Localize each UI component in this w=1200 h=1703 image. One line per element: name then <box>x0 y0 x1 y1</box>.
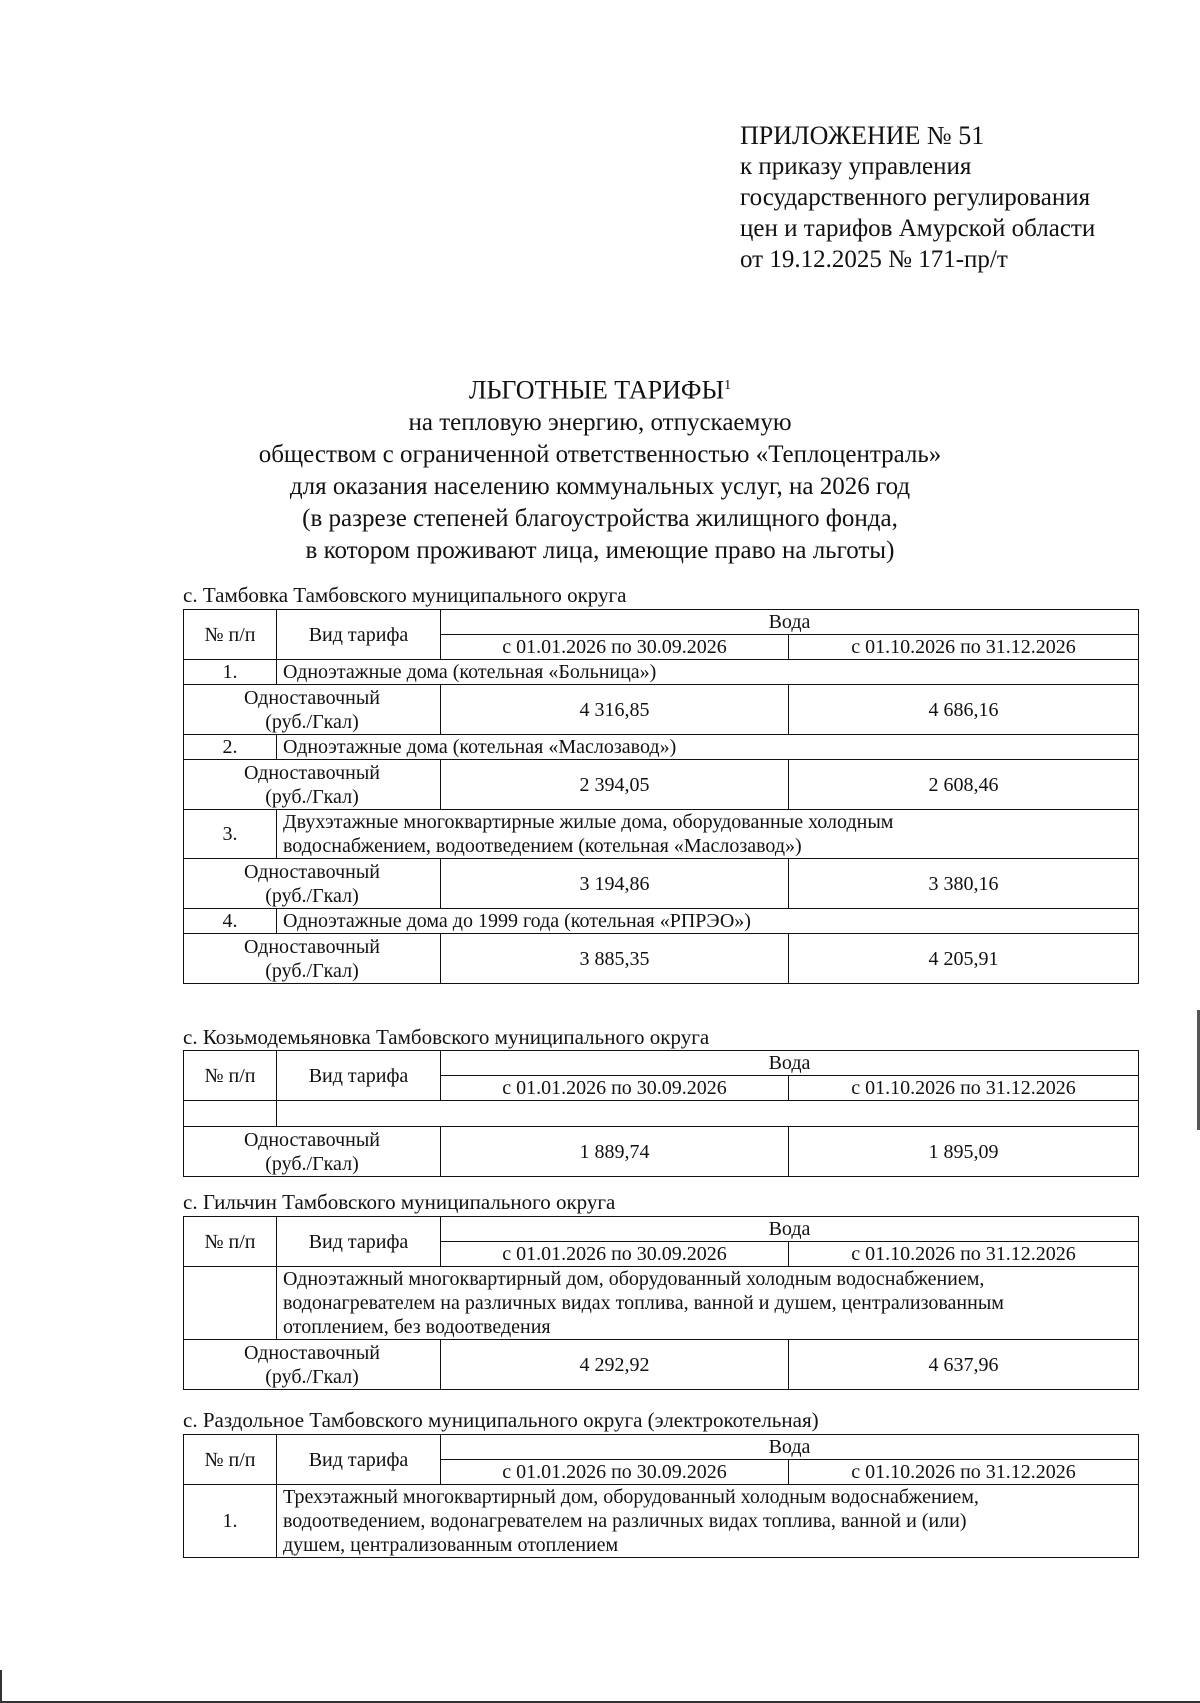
tariff-name-line: Одноставочный <box>244 860 380 883</box>
tariff-name <box>184 859 441 909</box>
empty-cell <box>277 1101 1139 1127</box>
section-title: с. Гильчин Тамбовского муниципального округа <box>183 1190 616 1214</box>
row-desc-line: Одноэтажный многоквартирный дом, оборудованный холодным водоснабжением, <box>283 1268 985 1290</box>
row-desc-line: водоснабжением, водоотведением (котельная «Маслозавод») <box>283 835 802 857</box>
annex-title: ПРИЛОЖЕНИЕ № 51 <box>740 121 985 150</box>
table-row <box>184 660 1139 685</box>
header-period-1: с 01.01.2026 по 30.09.2026 <box>441 635 789 660</box>
header-period-2: с 01.10.2026 по 31.12.2026 <box>789 1076 1139 1101</box>
table-header-row <box>184 1435 1139 1460</box>
header-period-2: с 01.10.2026 по 31.12.2026 <box>789 1242 1139 1267</box>
value-period-2: 4 637,96 <box>789 1340 1139 1390</box>
tariff-unit: (руб./Гкал) <box>265 1365 359 1388</box>
value-period-1: 4 292,92 <box>441 1340 789 1390</box>
table-header-row <box>184 1217 1139 1242</box>
header-period-1: с 01.01.2026 по 30.09.2026 <box>441 1460 789 1485</box>
tariff-unit: (руб./Гкал) <box>265 884 359 907</box>
table-header-row <box>184 1051 1139 1076</box>
value-period-2: 3 380,16 <box>789 859 1139 909</box>
tariff-table-kozmodemyanovka <box>183 1050 1139 1177</box>
section-title: с. Раздольное Тамбовского муниципального округа (электрокотельная) <box>183 1408 819 1432</box>
row-desc <box>277 810 1139 859</box>
tariff-table-gilchin <box>183 1216 1139 1390</box>
header-num: № п/п <box>184 1435 277 1485</box>
table-row <box>184 760 1139 810</box>
annex-line: от 19.12.2025 № 171-пр/т <box>740 246 1008 273</box>
header-num: № п/п <box>184 1051 277 1101</box>
row-num: 1. <box>184 1485 277 1558</box>
title-line: в котором проживают лица, имеющие право на льготы) <box>305 536 895 564</box>
header-type: Вид тарифа <box>277 1435 441 1485</box>
value-period-1: 4 316,85 <box>441 685 789 735</box>
value-period-1: 1 889,74 <box>441 1127 789 1177</box>
row-desc: Одноэтажные дома (котельная «Больница») <box>277 660 1139 685</box>
table-row <box>184 1267 1139 1340</box>
annex-header <box>740 120 1095 275</box>
header-period-1: с 01.01.2026 по 30.09.2026 <box>441 1242 789 1267</box>
tariff-unit: (руб./Гкал) <box>265 959 359 982</box>
tariff-name <box>184 1340 441 1390</box>
value-period-1: 3 194,86 <box>441 859 789 909</box>
table-row <box>184 1101 1139 1127</box>
tariff-name <box>184 685 441 735</box>
header-type: Вид тарифа <box>277 1051 441 1101</box>
tariff-name-line: Одноставочный <box>244 1128 380 1151</box>
tariff-name <box>184 1127 441 1177</box>
header-water: Вода <box>441 1435 1139 1460</box>
document-title <box>0 370 1200 567</box>
value-period-1: 2 394,05 <box>441 760 789 810</box>
title-line: для оказания населению коммунальных услуг, на 2026 год <box>289 472 911 500</box>
tariff-table-tambovka <box>183 609 1139 984</box>
row-num: 2. <box>184 735 277 760</box>
row-desc: Одноэтажные дома до 1999 года (котельная «РПРЭО») <box>277 909 1139 934</box>
section-title: с. Козьмодемьяновка Тамбовского муниципального округа <box>183 1025 710 1049</box>
title-line: (в разрезе степеней благоустройства жилищного фонда, <box>302 504 898 532</box>
value-period-2: 1 895,09 <box>789 1127 1139 1177</box>
table-row <box>184 1485 1139 1558</box>
title-line: обществом с ограниченной ответственностью «Теплоцентраль» <box>258 440 942 468</box>
empty-cell <box>184 1267 277 1340</box>
value-period-2: 4 205,91 <box>789 934 1139 984</box>
table-header-row <box>184 610 1139 635</box>
tariff-name-line: Одноставочный <box>244 935 380 958</box>
header-type: Вид тарифа <box>277 610 441 660</box>
tariff-table-razdolnoe <box>183 1434 1139 1558</box>
scan-edge-left <box>0 1670 2 1703</box>
header-type: Вид тарифа <box>277 1217 441 1267</box>
table-row <box>184 909 1139 934</box>
row-desc-line: Двухэтажные многоквартирные жилые дома, оборудованные холодным <box>283 811 894 833</box>
table-row <box>184 934 1139 984</box>
row-desc-line: отоплением, без водоотведения <box>283 1316 551 1338</box>
section-title: с. Тамбовка Тамбовского муниципального округа <box>183 583 627 607</box>
row-desc-line: душем, централизованным отоплением <box>283 1534 619 1556</box>
row-num: 3. <box>184 810 277 859</box>
row-desc-line: водонагревателем на различных видах топлива, ванной и душем, централизованным <box>283 1292 1004 1314</box>
row-num: 1. <box>184 660 277 685</box>
tariff-name-line: Одноставочный <box>244 761 380 784</box>
row-desc-line: Трехэтажный многоквартирный дом, оборудованный холодным водоснабжением, <box>283 1486 979 1508</box>
tariff-name-line: Одноставочный <box>244 1341 380 1364</box>
row-desc-line: водоотведением, водонагревателем на различных видах топлива, ванной и (или) <box>283 1510 967 1532</box>
tariff-unit: (руб./Гкал) <box>265 785 359 808</box>
table-row <box>184 859 1139 909</box>
header-water: Вода <box>441 1051 1139 1076</box>
value-period-2: 2 608,46 <box>789 760 1139 810</box>
table-row <box>184 685 1139 735</box>
header-water: Вода <box>441 1217 1139 1242</box>
header-num: № п/п <box>184 610 277 660</box>
table-row <box>184 735 1139 760</box>
tariff-unit: (руб./Гкал) <box>265 710 359 733</box>
annex-line: государственного регулирования <box>740 184 1091 211</box>
value-period-1: 3 885,35 <box>441 934 789 984</box>
row-desc <box>277 1485 1139 1558</box>
header-num: № п/п <box>184 1217 277 1267</box>
title-main: ЛЬГОТНЫЕ ТАРИФЫ <box>468 375 725 405</box>
header-period-2: с 01.10.2026 по 31.12.2026 <box>789 635 1139 660</box>
title-line: на тепловую энергию, отпускаемую <box>408 408 792 436</box>
row-num: 4. <box>184 909 277 934</box>
header-period-1: с 01.01.2026 по 30.09.2026 <box>441 1076 789 1101</box>
annex-line: цен и тарифов Амурской области <box>740 215 1096 242</box>
empty-cell <box>184 1101 277 1127</box>
row-desc <box>277 1267 1139 1340</box>
annex-line: к приказу управления <box>740 153 972 180</box>
table-row <box>184 1340 1139 1390</box>
header-water: Вода <box>441 610 1139 635</box>
tariff-unit: (руб./Гкал) <box>265 1152 359 1175</box>
tariff-name <box>184 760 441 810</box>
value-period-2: 4 686,16 <box>789 685 1139 735</box>
row-desc: Одноэтажные дома (котельная «Маслозавод») <box>277 735 1139 760</box>
table-row <box>184 1127 1139 1177</box>
table-row <box>184 810 1139 859</box>
header-period-2: с 01.10.2026 по 31.12.2026 <box>789 1460 1139 1485</box>
tariff-name-line: Одноставочный <box>244 686 380 709</box>
footnote-mark: 1 <box>724 378 732 393</box>
tariff-name <box>184 934 441 984</box>
